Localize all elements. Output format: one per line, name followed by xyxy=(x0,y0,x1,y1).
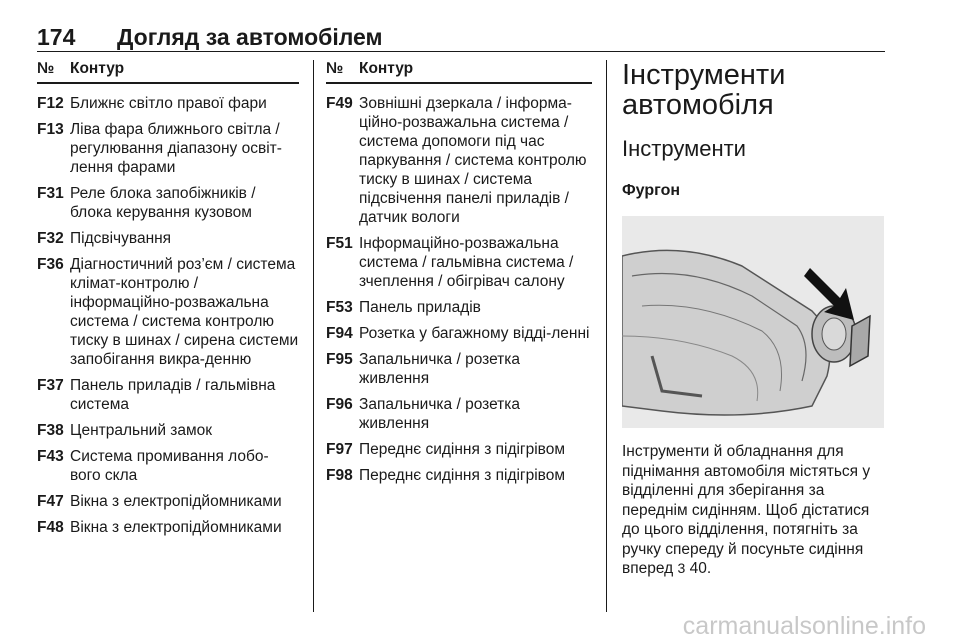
table-body xyxy=(37,84,299,537)
subsection-heading: Інструменти xyxy=(622,136,746,161)
fuse-table-right xyxy=(326,60,592,485)
fuse-circuit: Підсвічування xyxy=(70,230,172,247)
fuse-code: F31 xyxy=(37,185,64,202)
fuse-code: F13 xyxy=(37,121,64,138)
fuse-circuit: Ліва фара ближнього світла / регулювання діапазону освіт-лення фарами xyxy=(70,121,282,176)
fuse-code: F48 xyxy=(37,519,64,536)
fuse-code: F37 xyxy=(37,377,64,394)
section-heading: Інструменти автомобіля xyxy=(622,59,786,121)
fuse-circuit: Ближнє світло правої фари xyxy=(70,95,267,112)
fuse-code: F32 xyxy=(37,230,64,247)
table-row xyxy=(326,440,592,459)
table-row xyxy=(326,298,592,317)
header-rule xyxy=(37,51,885,52)
fuse-code: F47 xyxy=(37,493,64,510)
seat-storage-illustration xyxy=(622,216,884,428)
tools-section xyxy=(622,60,890,579)
fuse-code: F12 xyxy=(37,95,64,112)
fuse-code: F36 xyxy=(37,256,64,273)
table-header xyxy=(37,60,299,84)
col-number-header: № xyxy=(37,60,55,77)
fuse-code: F51 xyxy=(326,235,353,252)
table-row xyxy=(37,447,299,485)
table-body xyxy=(326,84,592,485)
table-row xyxy=(37,492,299,511)
page-number: 174 xyxy=(37,24,76,50)
table-row xyxy=(37,229,299,248)
watermark: carmanualsonline.info xyxy=(682,612,926,640)
fuse-circuit: Вікна з електропідйомниками xyxy=(70,519,282,536)
fuse-code: F98 xyxy=(326,467,353,484)
table-row xyxy=(326,350,592,388)
column-divider xyxy=(606,60,607,612)
fuse-code: F49 xyxy=(326,95,353,112)
fuse-circuit: Переднє сидіння з підігрівом xyxy=(359,467,565,484)
fuse-circuit: Розетка у багажному відді-ленні xyxy=(359,325,590,342)
table-row xyxy=(37,255,299,369)
table-row xyxy=(37,94,299,113)
fuse-circuit: Запальничка / розетка живлення xyxy=(359,396,521,432)
fuse-code: F94 xyxy=(326,325,353,342)
fuse-circuit: Панель приладів / гальмівна система xyxy=(70,377,276,413)
section-paragraph xyxy=(622,442,890,579)
fuse-circuit: Інформаційно-розважальна система / гальмівна система / зчеплення / обігрівач салону xyxy=(359,235,574,290)
fuse-code: F97 xyxy=(326,441,353,458)
fuse-circuit: Центральний замок xyxy=(70,422,213,439)
fuse-code: F43 xyxy=(37,448,64,465)
col-circuit-header: Контур xyxy=(359,60,414,77)
page-title: Догляд за автомобілем xyxy=(117,24,383,50)
table-row xyxy=(37,421,299,440)
table-row xyxy=(37,518,299,537)
page-reference-icon: 3 xyxy=(677,560,686,576)
table-row xyxy=(326,395,592,433)
fuse-circuit: Вікна з електропідйомниками xyxy=(70,493,282,510)
fuse-code: F96 xyxy=(326,396,353,413)
table-row xyxy=(326,234,592,291)
fuse-circuit: Діагностичний роз’єм / система клімат-контролю / інформаційно-розважальна система / система контролю тиску в шинах / сирена системи запобігання викра-денню xyxy=(70,256,299,368)
table-row xyxy=(37,120,299,177)
table-row xyxy=(37,376,299,414)
table-header xyxy=(326,60,592,84)
paragraph-text: Інструменти й обладнання для піднімання автомобіля містяться у відділенні для зберігання за переднім сидінням. Щоб дістатися до цього відділення, потягніть за ручку спереду й посуньте сидіння вперед xyxy=(622,443,871,577)
fuse-table-left xyxy=(37,60,299,537)
column-divider xyxy=(313,60,314,612)
seat-illustration xyxy=(622,216,884,428)
fuse-circuit: Зовнішні дзеркала / інформа-ційно-розважальна система / система допомоги під час паркування / система контролю тиску в шинах / система підсвічення панелі приладів / датчик вологи xyxy=(359,95,587,226)
fuse-circuit: Переднє сидіння з підігрівом xyxy=(359,441,565,458)
table-row xyxy=(37,184,299,222)
fuse-circuit: Запальничка / розетка живлення xyxy=(359,351,521,387)
table-row xyxy=(326,94,592,227)
fuse-code: F53 xyxy=(326,299,353,316)
col-circuit-header: Контур xyxy=(70,60,125,77)
table-row xyxy=(326,466,592,485)
page-reference[interactable]: 40. xyxy=(685,560,712,577)
fuse-circuit: Система промивання лобо-вого скла xyxy=(70,448,269,484)
fuse-code: F95 xyxy=(326,351,353,368)
fuse-circuit: Реле блока запобіжників / блока керування кузовом xyxy=(70,185,256,221)
table-row xyxy=(326,324,592,343)
fuse-circuit: Панель приладів xyxy=(359,299,481,316)
col-number-header: № xyxy=(326,60,344,77)
fuse-code: F38 xyxy=(37,422,64,439)
vehicle-type-heading: Фургон xyxy=(622,182,681,199)
